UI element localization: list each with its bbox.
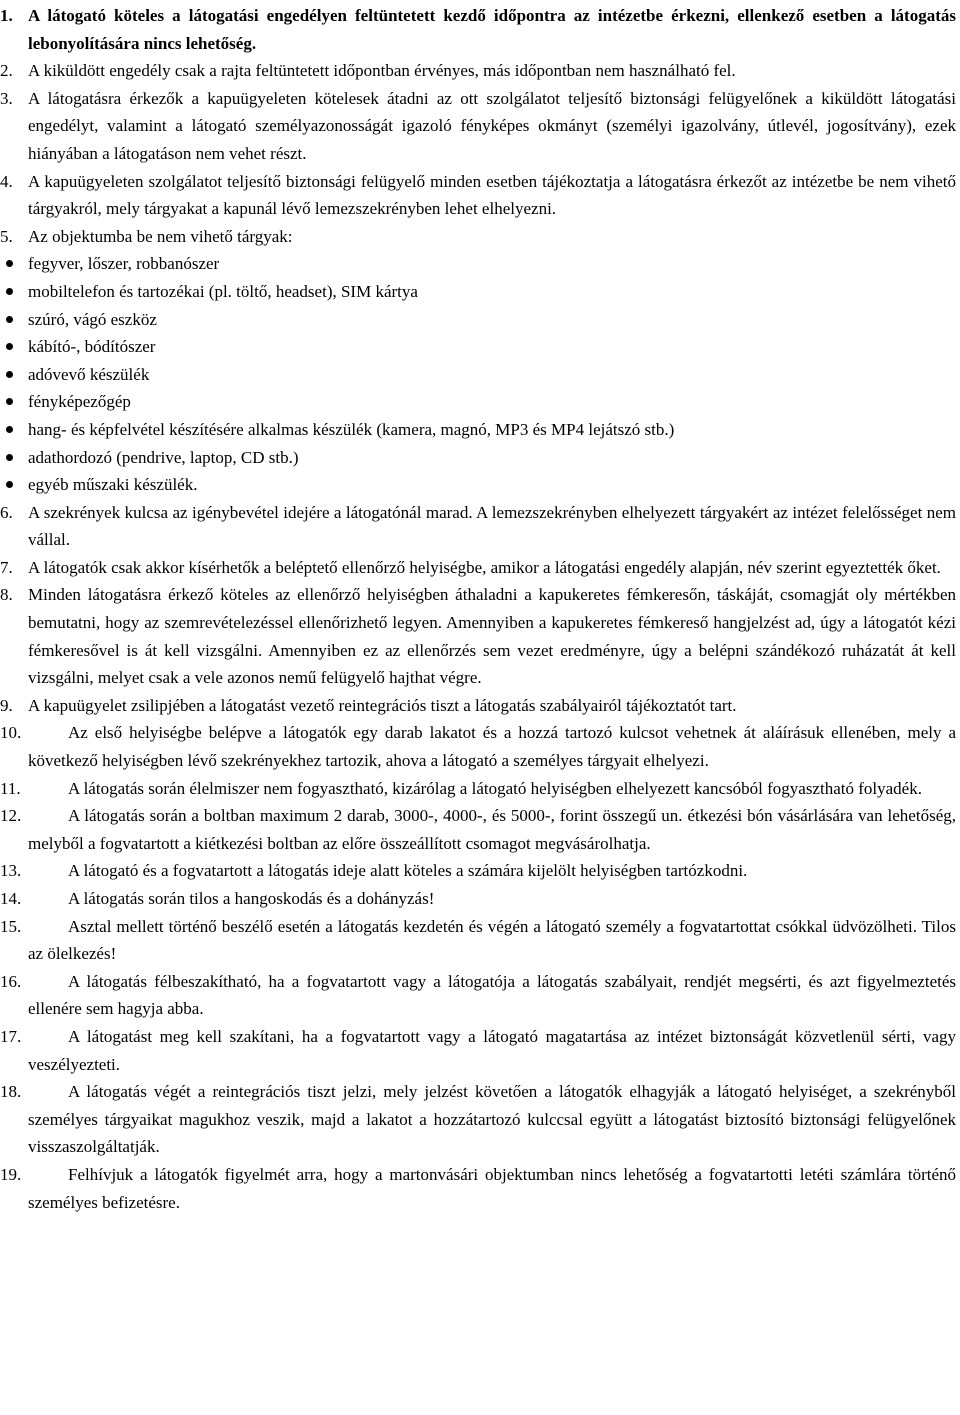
rule-17 — [0, 1023, 956, 1078]
bullet-icon — [6, 481, 13, 488]
bullet-icon — [6, 343, 13, 350]
rule-12 — [0, 802, 956, 857]
rule-text: A látogatás végét a reintegrációs tiszt jelzi, mely jelzést követően a látogatók elhagyják a látogató helyiséget, a szekrényből személyes tárgyaikat magukhoz veszik, majd a lakatot a hozzátartozó kulccsal együtt a látogatást biztosító biztonsági felügyelőnek visszaszolgáltatják. — [28, 1082, 956, 1157]
rule-number: 4. — [0, 171, 13, 191]
list-item: adóvevő készülék — [28, 361, 956, 389]
rule-text: A látogatást meg kell szakítani, ha a fogvatartott vagy a látogató magatartása az intézet biztonságát közvetlenül sérti, vagy veszélyezteti. — [28, 1026, 956, 1074]
list-item: hang- és képfelvétel készítésére alkalmas készülék (kamera, magnó, MP3 és MP4 lejátszó stb.) — [28, 416, 956, 444]
bullet-icon — [6, 288, 13, 295]
rule-text: A látogató és a fogvatartott a látogatás ideje alatt köteles a számára kijelölt helyiségben tartózkodni. — [68, 861, 748, 881]
rule-9 — [0, 692, 956, 720]
rule-number: 6. — [0, 502, 13, 522]
rule-7 — [0, 554, 956, 582]
rule-number: 5. — [0, 226, 13, 246]
bullet-icon — [6, 371, 13, 378]
rule-19 — [0, 1161, 956, 1216]
rule-number: 10. — [0, 723, 22, 743]
rule-number: 18. — [0, 1082, 22, 1102]
rule-text: A látogatás során élelmiszer nem fogyasztható, kizárólag a látogató helyiségben elhelyezett kancsóból fogyasztható folyadék. — [68, 778, 922, 798]
rule-text: A kapuügyelet zsilipjében a látogatást vezető reintegrációs tiszt a látogatás szabályairól tájékoztatót tart. — [28, 695, 737, 715]
rule-14 — [0, 885, 956, 913]
rule-text: A szekrények kulcsa az igénybevétel idejére a látogatónál marad. A lemezszekrényben elhelyezett tárgyakért az intézet felelősséget nem vállal. — [28, 502, 956, 550]
bullet-icon — [6, 260, 13, 267]
rule-text: Felhívjuk a látogatók figyelmét arra, hogy a martonvásári objektumban nincs lehetőség a fogvatartotti letéti számlára történő személyes befizetésre. — [28, 1164, 956, 1212]
rule-11 — [0, 775, 956, 803]
forbidden-items-list — [28, 250, 956, 498]
rule-8 — [0, 581, 956, 691]
rule-6 — [0, 499, 956, 554]
rule-text: A látogatásra érkezők a kapuügyeleten kötelesek átadni az ott szolgálatot teljesítő biztonsági felügyelőnek a kiküldött látogatási engedélyt, valamint a látogató személyazonosságát igazoló fényképes okmányt (személyi igazolvány, útlevél, jogosítvány), ezek hiányában a látogatáson nem vehet részt. — [28, 88, 956, 163]
rule-16 — [0, 968, 956, 1023]
rule-number: 9. — [0, 695, 13, 715]
rule-text: A kapuügyeleten szolgálatot teljesítő biztonsági felügyelő minden esetben tájékoztatja a látogatásra érkezőt az intézetbe be nem vihető tárgyakról, mely tárgyakat a kapunál lévő lemezszekrényben lehet elhelyezni. — [28, 171, 956, 219]
rule-number: 11. — [0, 778, 21, 798]
rule-13 — [0, 857, 956, 885]
rule-10 — [0, 719, 956, 774]
rule-2 — [0, 57, 956, 85]
rule-18 — [0, 1078, 956, 1161]
rule-number: 17. — [0, 1026, 22, 1046]
rule-number: 1. — [0, 6, 13, 25]
list-item: szúró, vágó eszköz — [28, 306, 956, 334]
rule-text: Az első helyiségbe belépve a látogatók egy darab lakatot és a hozzá tartozó kulcsot vehetnek át aláírásuk ellenében, mely a következő helyiségben lévő szekrényekhez tartozik, ahova a látogató a személyes tárgyait elhelyezi. — [28, 723, 956, 771]
list-item: adathordozó (pendrive, laptop, CD stb.) — [28, 444, 956, 472]
rule-number: 14. — [0, 889, 22, 908]
list-item: fényképezőgép — [28, 388, 956, 416]
rule-text: A kiküldött engedély csak a rajta feltüntetett időpontban érvényes, más időpontban nem használható fel. — [28, 61, 736, 81]
rule-number: 3. — [0, 88, 13, 108]
list-item: kábító-, bódítószer — [28, 333, 956, 361]
rule-5 — [0, 223, 956, 251]
rule-4 — [0, 168, 956, 223]
list-item: mobiltelefon és tartozékai (pl. töltő, headset), SIM kártya — [28, 278, 956, 306]
rule-text: A látogatás félbeszakítható, ha a fogvatartott vagy a látogatója a látogatás szabályait, rendjét megsérti, és azt figyelmeztetés ellenére sem hagyja abba. — [28, 971, 956, 1019]
rule-text: Az objektumba be nem vihető tárgyak: — [28, 226, 293, 246]
rule-number: 7. — [0, 557, 13, 577]
rule-text: A látogatók csak akkor kísérhetők a beléptető ellenőrző helyiségbe, amikor a látogatási engedély alapján, név szerint egyeztették őket. — [28, 557, 941, 577]
rule-text: Minden látogatásra érkező köteles az ellenőrző helyiségben áthaladni a kapukeretes fémkeresőn, táskáját, csomagját oly mértékben bemutatni, hogy az szemrevételezéssel ellenőrizhető legyen. Amennyiben a kapukeretes fémkereső hangjelzést ad, úgy a látogatót kézi fémkeresővel is át kell vizsgálni. Amennyiben ez az ellenőrzés sem vezet eredményre, úgy a belépni szándékozó ruházatát át kell vizsgálni, melyet csak a vele azonos nemű felügyelő hajthat végre. — [28, 585, 956, 688]
bullet-icon — [6, 454, 13, 461]
rule-1 — [0, 2, 956, 57]
rule-text: A látogató köteles a látogatási engedélyen feltüntetett kezdő időpontra az intézetbe érkezni, ellenkező esetben a látogatás lebonyolítására nincs lehetőség. — [28, 6, 956, 53]
rule-text: A látogatás során tilos a hangoskodás és a dohányzás! — [68, 889, 435, 908]
rule-number: 12. — [0, 806, 22, 826]
bullet-icon — [6, 398, 13, 405]
rule-number: 8. — [0, 585, 13, 605]
rule-number: 2. — [0, 61, 13, 81]
list-item: egyéb műszaki készülék. — [28, 471, 956, 499]
rule-15 — [0, 913, 956, 968]
rule-number: 19. — [0, 1164, 22, 1184]
rule-3 — [0, 85, 956, 168]
rule-number: 13. — [0, 861, 22, 881]
rule-text: Asztal mellett történő beszélő esetén a látogatás kezdetén és végén a látogató személy a fogvatartottat csókkal üdvözölheti. Tilos az ölelkezés! — [28, 916, 956, 964]
bullet-icon — [6, 426, 13, 433]
list-item: fegyver, lőszer, robbanószer — [28, 250, 956, 278]
rule-number: 15. — [0, 916, 22, 936]
rule-text: A látogatás során a boltban maximum 2 darab, 3000-, 4000-, és 5000-, forint összegű un. étkezési bón vásárlására van lehetőség, melyből a fogvatartott a kiétkezési boltban az előre összeállított csomagot megvásárolhatja. — [28, 806, 956, 853]
rule-number: 16. — [0, 971, 22, 991]
bullet-icon — [6, 316, 13, 323]
